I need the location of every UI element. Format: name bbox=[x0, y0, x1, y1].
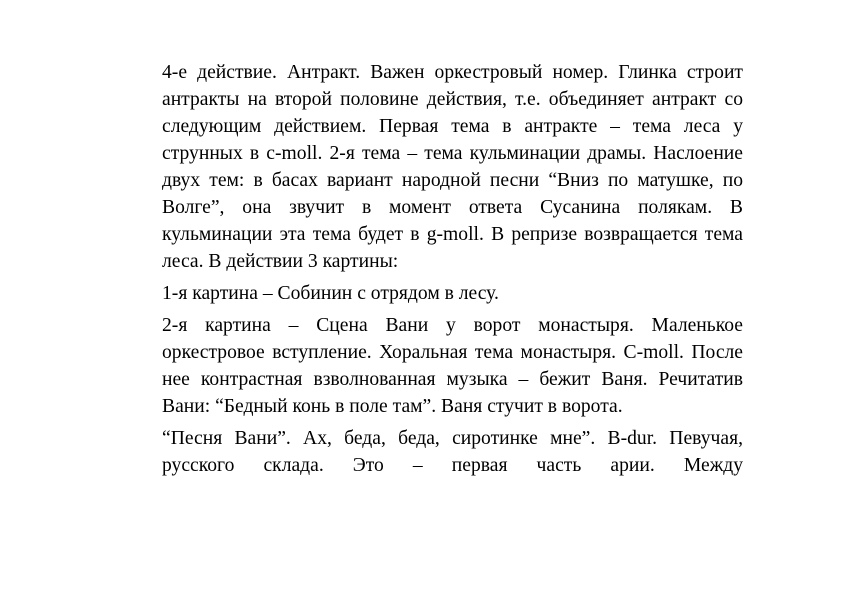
paragraph-vanya-song: “Песня Вани”. Ах, беда, беда, сиротинке мне”. B-dur. Певучая, русского склада. Это – первая часть арии. Между bbox=[162, 428, 743, 476]
paragraph-scene-two: 2-я картина – Сцена Вани у ворот монастыря. Маленькое оркестровое вступление. Хоральная тема монастыря. C-moll. После нее контрастная взволнованная музыка – бежит Ваня. Речитатив Вани: “Бедный конь в поле там”. Ваня стучит в ворота. bbox=[162, 315, 743, 417]
paragraph-act-four: 4-е действие. Антракт. Важен оркестровый номер. Глинка строит антракты на второй половине действия, т.е. объединяет антракт со следующим действием. Первая тема в антракте – тема леса у струнных в c-moll. 2-я тема – тема кульминации драмы. Наслоение двух тем: в басах вариант народной песни “Вниз по матушке, по Волге”, она звучит в момент ответа Сусанина полякам. В кульминации эта тема будет в g-moll. В репризе возвращается тема леса. В действии 3 картины: bbox=[162, 62, 743, 272]
paragraph-scene-one: 1-я картина – Собинин с отрядом в лесу. bbox=[162, 283, 499, 304]
body-text bbox=[162, 59, 743, 484]
